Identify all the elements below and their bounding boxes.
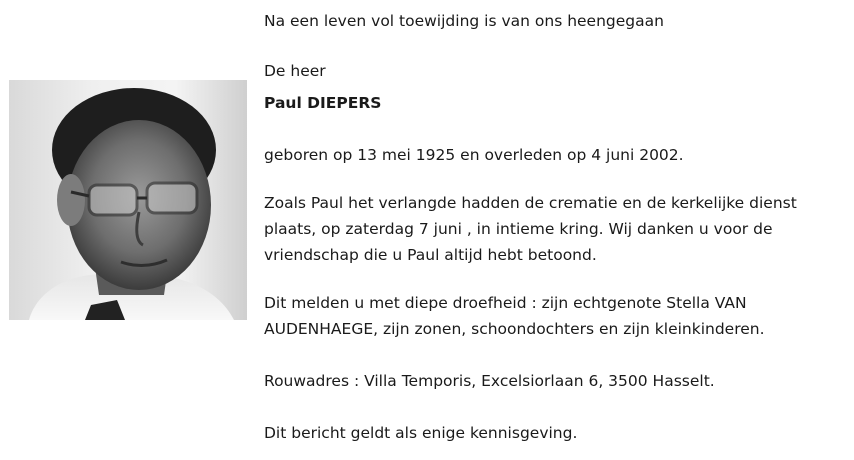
- dates-line: geboren op 13 mei 1925 en overleden op 4 juni 2002.: [264, 146, 684, 164]
- portrait-photo: [9, 80, 247, 320]
- intro-line: Na een leven vol toewijding is van ons heengegaan: [264, 12, 664, 30]
- closing-line: Dit bericht geldt als enige kennisgeving.: [264, 424, 578, 442]
- salutation: De heer: [264, 62, 326, 80]
- deceased-name: Paul DIEPERS: [264, 94, 382, 112]
- address-line: Rouwadres : Villa Temporis, Excelsiorlaan 6, 3500 Hasselt.: [264, 372, 715, 390]
- family-paragraph: Dit melden u met diepe droefheid : zijn echtgenote Stella VAN AUDENHAEGE, zijn zonen, schoondochters en zijn kleinkinderen.: [264, 294, 765, 338]
- ceremony-paragraph: Zoals Paul het verlangde hadden de crematie en de kerkelijke dienst plaats, op zaterdag 7 juni , in intieme kring. Wij danken u voor de vriendschap die u Paul altijd hebt betoond.: [264, 194, 797, 264]
- portrait-icon: [9, 80, 247, 320]
